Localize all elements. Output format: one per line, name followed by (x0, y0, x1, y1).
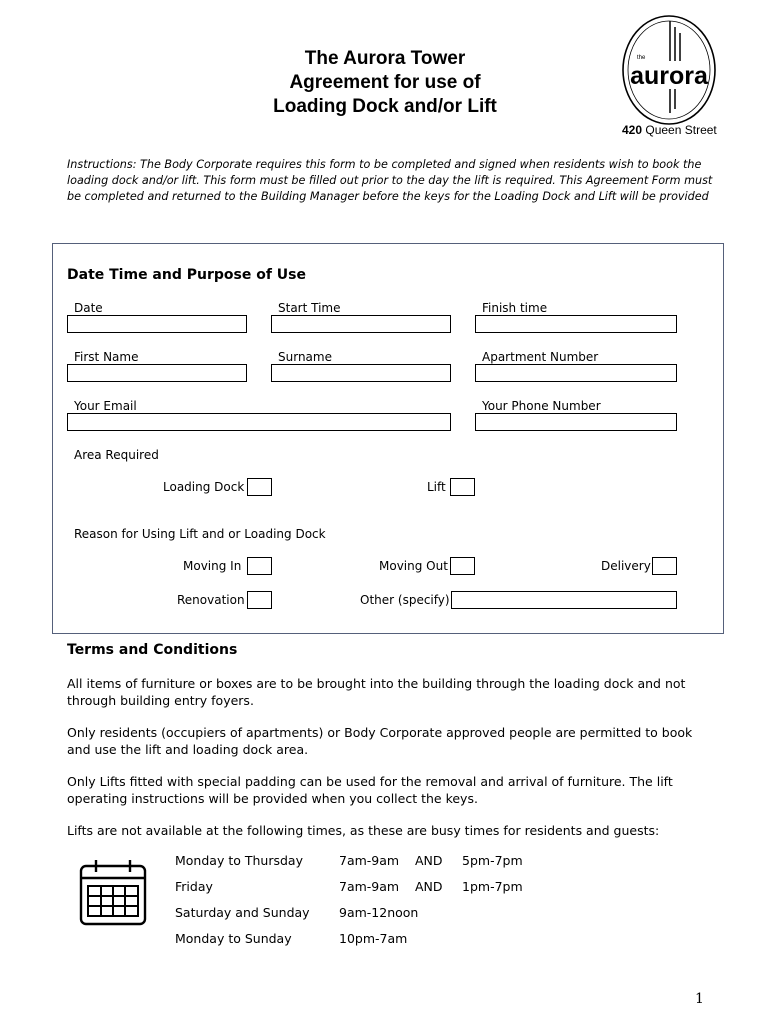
title-line-3: Loading Dock and/or Lift (273, 96, 497, 117)
loading-dock-checkbox[interactable] (247, 478, 272, 496)
schedule-row-3-time1: 9am-12noon (339, 905, 419, 920)
renovation-label: Renovation (177, 593, 245, 607)
instructions-text: Instructions: The Body Corporate requires this form to be completed and signed when residents wish to book the loading dock and/or lift. This form must be filled out prior to the day the lift is required. This Agreement Form must be completed and returned to the Building Manager before the keys for the Loading Dock and Lift will be provided (67, 158, 713, 203)
schedule-row-4-time1: 10pm-7am (339, 931, 408, 946)
schedule-row-4-days: Monday to Sunday (175, 931, 292, 946)
reason-label: Reason for Using Lift and or Loading Dock (74, 527, 326, 541)
lift-label: Lift (427, 480, 446, 494)
lift-checkbox[interactable] (450, 478, 475, 496)
calendar-icon (78, 858, 148, 928)
aurora-logo (620, 13, 718, 127)
schedule-row-2-days: Friday (175, 879, 213, 894)
phone-label: Your Phone Number (482, 399, 601, 413)
first-name-field[interactable] (67, 364, 247, 382)
address (622, 123, 732, 137)
moving-in-label: Moving In (183, 559, 242, 573)
phone-field[interactable] (475, 413, 677, 431)
terms-paragraph-1: All items of furniture or boxes are to be brought into the building through the loading dock and not through building entry foyers. (67, 676, 686, 708)
date-label: Date (74, 301, 103, 315)
moving-out-checkbox[interactable] (450, 557, 475, 575)
apartment-number-label: Apartment Number (482, 350, 599, 364)
schedule-row-1-time1: 7am-9am (339, 853, 400, 868)
terms-paragraph-4: Lifts are not available at the following times, as these are busy times for residents and guests: (67, 823, 660, 838)
title-line-1: The Aurora Tower (304, 48, 466, 69)
start-time-label: Start Time (278, 301, 341, 315)
other-specify-label: Other (specify) (360, 593, 450, 607)
schedule-row-1-days: Monday to Thursday (175, 853, 303, 868)
finish-time-field[interactable] (475, 315, 677, 333)
address-number: 420 (622, 123, 643, 137)
start-time-field[interactable] (271, 315, 451, 333)
terms-title: Terms and Conditions (67, 642, 238, 658)
logo-brand-text: aurora (630, 62, 708, 90)
schedule-row-3-days: Saturday and Sunday (175, 905, 310, 920)
finish-time-label: Finish time (482, 301, 548, 315)
first-name-label: First Name (74, 350, 139, 364)
loading-dock-label: Loading Dock (163, 480, 245, 494)
email-field[interactable] (67, 413, 451, 431)
logo-small-text: the (637, 55, 646, 61)
delivery-checkbox[interactable] (652, 557, 677, 575)
schedule-row-2-time2: 1pm-7pm (462, 879, 523, 894)
other-specify-field[interactable] (451, 591, 677, 609)
date-field[interactable] (67, 315, 247, 333)
schedule-row-2-time1: 7am-9am (339, 879, 400, 894)
moving-out-label: Moving Out (379, 559, 448, 573)
form-section-title: Date Time and Purpose of Use (67, 267, 306, 283)
title-line-2: Agreement for use of (289, 72, 481, 93)
schedule-row-1-time2: 5pm-7pm (462, 853, 523, 868)
page-number: 1 (695, 991, 704, 1007)
booking-form (52, 243, 724, 634)
renovation-checkbox[interactable] (247, 591, 272, 609)
area-required-label: Area Required (74, 448, 159, 462)
schedule-row-2-and: AND (415, 879, 443, 894)
surname-field[interactable] (271, 364, 451, 382)
apartment-number-field[interactable] (475, 364, 677, 382)
email-label: Your Email (74, 399, 137, 413)
surname-label: Surname (278, 350, 332, 364)
address-street: Queen Street (645, 123, 717, 137)
moving-in-checkbox[interactable] (247, 557, 272, 575)
schedule-row-1-and: AND (415, 853, 443, 868)
terms-paragraph-3: Only Lifts fitted with special padding can be used for the removal and arrival of furniture. The lift operating instructions will be provided when you collect the keys. (67, 774, 673, 806)
delivery-label: Delivery (601, 559, 651, 573)
terms-paragraph-2: Only residents (occupiers of apartments) or Body Corporate approved people are permitted to book and use the lift and loading dock area. (67, 725, 693, 757)
